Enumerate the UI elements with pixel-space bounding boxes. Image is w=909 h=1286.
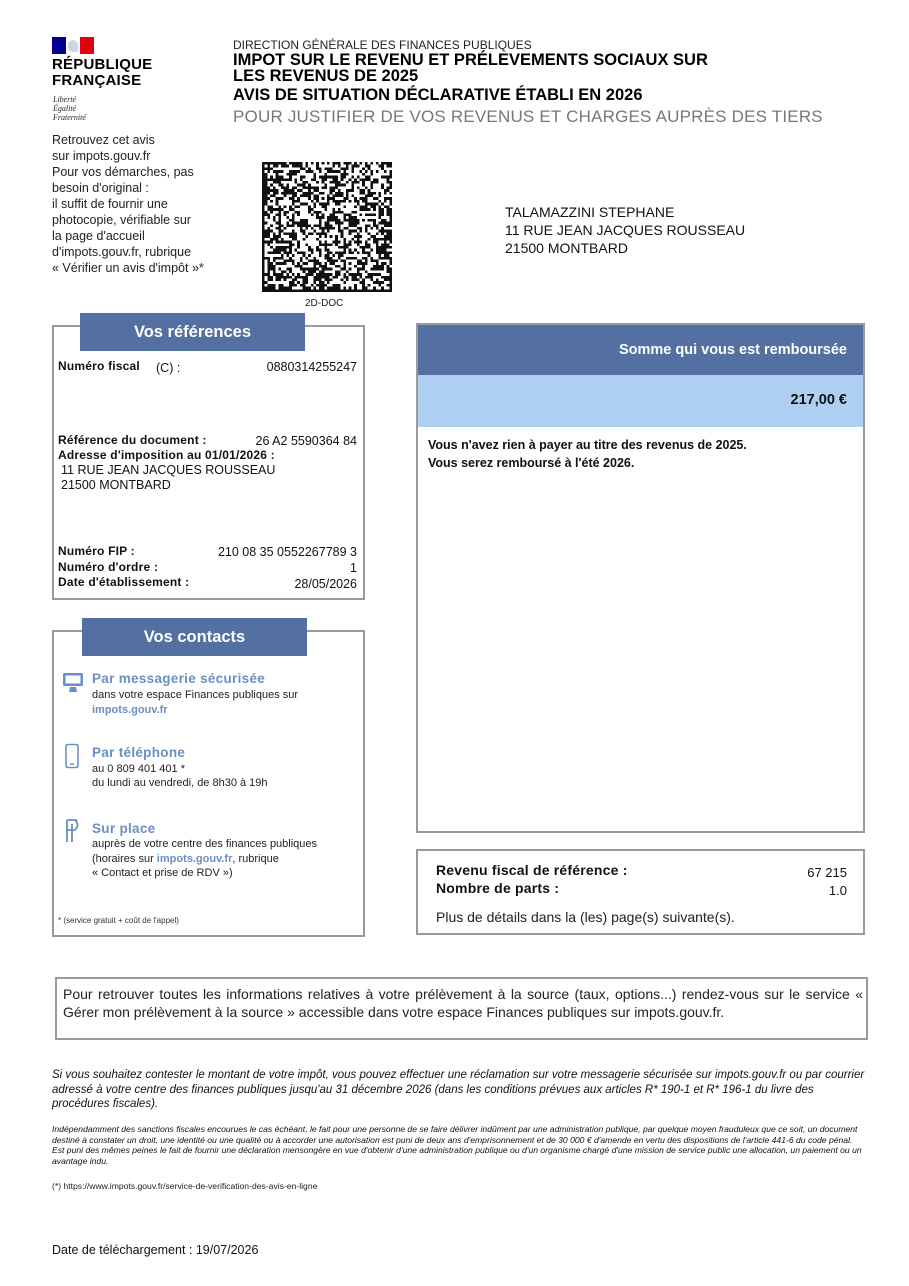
recipient-name: TALAMAZZINI STEPHANE [505,204,675,220]
telephone-number: au 0 809 401 401 * [92,763,185,775]
impots-gouv-link[interactable]: impots.gouv.fr [92,704,168,716]
tax-address-city: 21500 MONTBARD [61,478,171,492]
refund-amount: 217,00 € [418,375,863,427]
legal-notice [52,1124,867,1166]
document-purpose: POUR JUSTIFIER DE VOS REVENUS ET CHARGES AUPRÈS DES TIERS [233,107,823,126]
on-site-title: Sur place [92,821,156,836]
notice-line: photocopie, vérifiable sur [52,213,191,227]
issue-date-value: 28/05/2026 [294,577,357,591]
on-site-rubric: « Contact et prise de RDV ») [92,867,233,879]
order-number-label: Numéro d'ordre : [58,560,159,574]
logo-motto [53,95,86,122]
notice-line: sur impots.gouv.fr [52,149,151,163]
refund-message [428,436,747,472]
refund-message-line: Vous serez remboursé à l'été 2026. [428,456,635,470]
recipient-address [505,203,745,257]
motto-line: Égalité [53,104,77,113]
republique-francaise-logo [52,57,152,89]
2d-doc-barcode-icon [262,162,392,292]
withholding-info-text: Pour retrouver toutes les informations relatives à votre prélèvement à la source (taux, options...) rendez-vous sur le service « Gérer mon prélèvement à la source » accessible dans votre espace Finances publiques sur impots.gouv.fr. [63,986,863,1020]
document-title [233,52,708,84]
notice-line: la page d'accueil [52,229,145,243]
office-location-icon [62,818,82,844]
refund-title: Somme qui vous est remboursée [418,325,863,375]
fip-number-value: 210 08 35 0552267789 3 [217,545,357,559]
notice-line: Retrouvez cet avis [52,133,155,147]
fip-number-label: Numéro FIP : [58,544,135,558]
tax-address-street: 11 RUE JEAN JACQUES ROUSSEAU [61,463,276,477]
verification-url-footnote: (*) https://www.impots.gouv.fr/service-de-verification-des-avis-en-ligne [52,1181,318,1191]
notice-line: il suffit de fournir une [52,197,168,211]
order-number-value: 1 [350,561,357,575]
refund-message-line: Vous n'avez rien à payer au titre des revenus de 2025. [428,438,747,452]
on-site-hours [92,852,279,867]
marianne-logo-flag-icon [52,37,94,54]
issue-date-label: Date d'établissement : [58,575,190,589]
document-reference-value: 26 A2 5590364 84 [255,434,357,448]
fiscal-number-c: (C) : [156,361,181,375]
document-reference-label: Référence du document : [58,433,207,447]
legal-paragraph: Indépendamment des sanctions fiscales encourues le cas échéant, le fait pour une personne de se faire délivrer indûment par une administration publique, par quelque moyen frauduleux que ce soit, un document destiné à constater un droit, une identité ou une qualité ou à accorder une autorisation est puni de deux ans d'emprisonnement et de 30 000 € d'amende en vertu des dispositions de l'article 441-6 du code pénal. [52,1124,858,1145]
on-site-hours-prefix: (horaires sur [92,853,157,865]
reference-income-value: 67 215 [807,865,847,880]
tax-parts-value: 1.0 [828,883,847,898]
motto-line: Liberté [53,95,77,104]
contacts-tab: Vos contacts [82,618,307,656]
verification-notice [52,132,232,276]
document-subtitle-bold: AVIS DE SITUATION DÉCLARATIVE ÉTABLI EN 2026 [233,86,643,104]
tax-address-label: Adresse d'imposition au 01/01/2026 : [58,448,275,462]
telephone-hours: du lundi au vendredi, de 8h30 à 19h [92,777,268,789]
contest-notice: Si vous souhaitez contester le montant de votre impôt, vous pouvez effectuer une réclamation sur votre messagerie sécurisée sur impots.gouv.fr ou par courrier adressé à votre centre des finances publiques jusqu'au 31 décembre 2026 (dans les conditions prévues aux articles R* 190-1 et R* 196-1 du livre des procédures fiscales). [52,1069,865,1110]
recipient-city: 21500 MONTBARD [505,240,628,256]
phone-icon [64,743,80,769]
service-cost-note: * (service gratuit + coût de l'appel) [58,916,179,925]
telephone-title: Par téléphone [92,745,186,760]
title-line: IMPOT SUR LE REVENU ET PRÉLEVEMENTS SOCIAUX SUR [233,51,708,69]
more-details-note: Plus de détails dans la (les) page(s) suivante(s). [436,909,735,925]
legal-paragraph: Est puni des mêmes peines le fait de fournir une déclaration mensongère en vue d'obtenir d'une administration publique ou d'un organisme chargé d'une mission de service public une allocation, un paiement ou un avantage indu. [52,1145,862,1166]
notice-line: Pour vos démarches, pas [52,165,194,179]
notice-line: « Vérifier un avis d'impôt »* [52,261,204,275]
title-line: LES REVENUS DE 2025 [233,67,419,85]
monitor-icon [62,671,84,695]
logo-line: RÉPUBLIQUE [52,56,153,73]
direction-label: DIRECTION GÉNÉRALE DES FINANCES PUBLIQUES [233,38,532,52]
2d-doc-label: 2D-DOC [305,298,344,309]
motto-line: Fraternité [53,113,86,122]
reference-income-label: Revenu fiscal de référence : [436,862,628,878]
fiscal-number-value: 0880314255247 [266,360,357,374]
fiscal-number-label: Numéro fiscal [58,359,140,373]
secure-messaging-text: dans votre espace Finances publiques sur [92,689,299,701]
tax-parts-label: Nombre de parts : [436,880,560,896]
notice-line: d'impots.gouv.fr, rubrique [52,245,192,259]
references-tab: Vos références [80,313,305,351]
on-site-impots-link[interactable]: impots.gouv.fr [156,853,233,865]
notice-line: besoin d'original : [52,181,149,195]
recipient-street: 11 RUE JEAN JACQUES ROUSSEAU [505,222,746,238]
secure-messaging-title: Par messagerie sécurisée [92,671,266,686]
logo-line: FRANÇAISE [52,72,142,89]
on-site-text: auprès de votre centre des finances publiques [92,838,318,850]
on-site-hours-suffix: , rubrique [232,853,279,865]
download-date: Date de téléchargement : 19/07/2026 [52,1243,259,1257]
